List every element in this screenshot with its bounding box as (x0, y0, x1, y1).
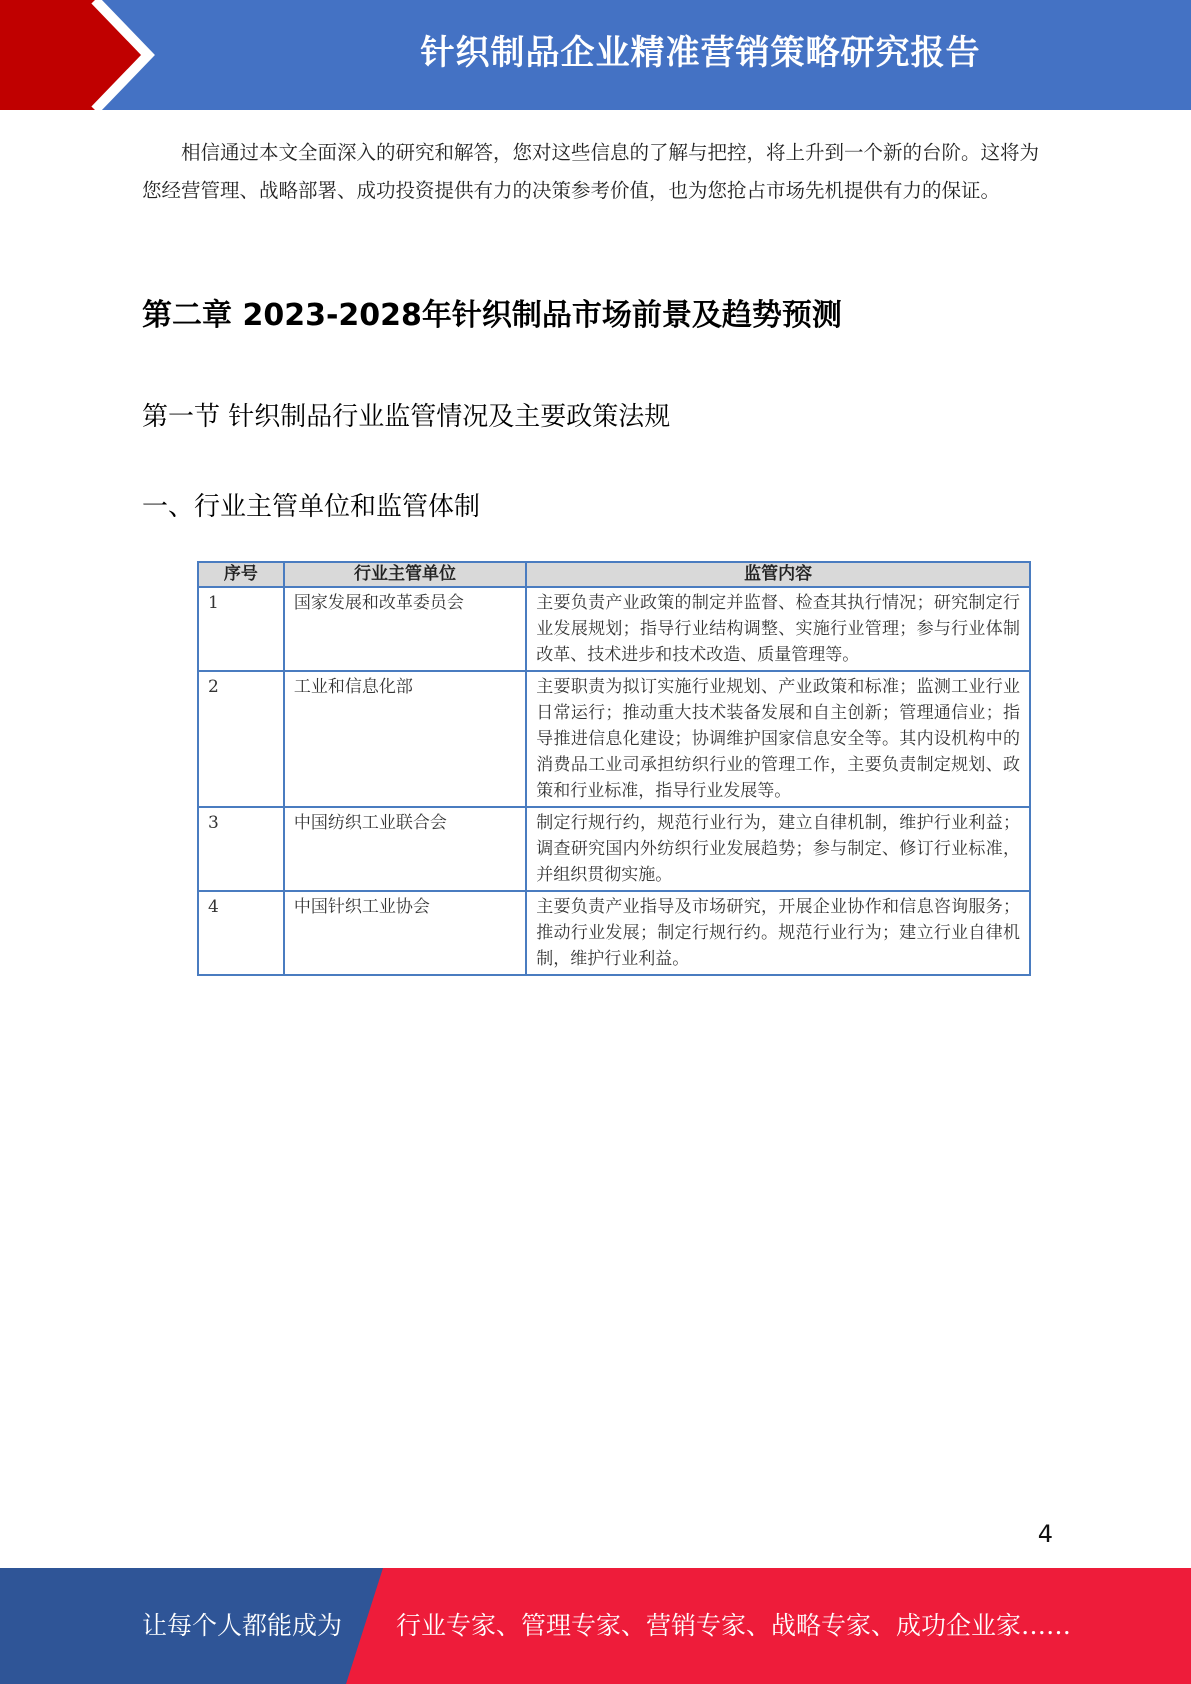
header-cell-unit: 行业主管单位 (284, 562, 526, 587)
page-footer (0, 1568, 1191, 1684)
table-header-row (198, 562, 1030, 587)
row-number: 3 (198, 807, 284, 891)
subsection-title: 一、行业主管单位和监管体制 (142, 492, 481, 522)
row-content: 主要职责为拟订实施行业规划、产业政策和标准；监测工业行业日常运行；推动重大技术装备发展和自主创新；管理通信业；指导推进信息化建设；协调维护国家信息安全等。其内设机构中的消费品工业司承担纺织行业的管理工作，主要负责制定规划、政策和行业标准，指导行业发展等。 (526, 671, 1030, 807)
row-unit: 国家发展和改革委员会 (284, 587, 526, 671)
regulator-table (197, 561, 1031, 976)
footer-slogan-right: 行业专家、管理专家、营销专家、战略专家、成功企业家…… (396, 1611, 1072, 1640)
chapter-title: 第二章 2023-2028年针织制品市场前景及趋势预测 (142, 298, 842, 333)
footer-slogan-left: 让每个人都能成为 (142, 1611, 343, 1640)
header-cell-content: 监管内容 (526, 562, 1030, 587)
row-number: 2 (198, 671, 284, 807)
table-row (198, 671, 1030, 807)
header-title: 针织制品企业精准营销策略研究报告 (420, 33, 981, 73)
header-arrow-decoration (0, 0, 300, 110)
row-unit: 中国针织工业协会 (284, 891, 526, 975)
row-unit: 中国纺织工业联合会 (284, 807, 526, 891)
page-number: 4 (1037, 1520, 1053, 1548)
section-title: 第一节 针织制品行业监管情况及主要政策法规 (142, 402, 671, 432)
regulator-table-container (197, 561, 1031, 976)
row-unit: 工业和信息化部 (284, 671, 526, 807)
row-number: 1 (198, 587, 284, 671)
row-content: 主要负责产业指导及市场研究，开展企业协作和信息咨询服务；推动行业发展；制定行规行约。规范行业行为；建立行业自律机制，维护行业利益。 (526, 891, 1030, 975)
header-cell-no: 序号 (198, 562, 284, 587)
table-row (198, 891, 1030, 975)
intro-paragraph: 相信通过本文全面深入的研究和解答，您对这些信息的了解与把控，将上升到一个新的台阶。这将为您经营管理、战略部署、成功投资提供有力的决策参考价值，也为您抢占市场先机提供有力的保证。 (142, 141, 1040, 202)
row-content: 主要负责产业政策的制定并监督、检查其执行情况；研究制定行业发展规划；指导行业结构调整、实施行业管理；参与行业体制改革、技术进步和技术改造、质量管理等。 (526, 587, 1030, 671)
row-number: 4 (198, 891, 284, 975)
table-row (198, 807, 1030, 891)
table-row (198, 587, 1030, 671)
page-header (0, 0, 1191, 110)
row-content: 制定行规行约，规范行业行为，建立自律机制，维护行业利益；调查研究国内外纺织行业发展趋势；参与制定、修订行业标准，并组织贯彻实施。 (526, 807, 1030, 891)
